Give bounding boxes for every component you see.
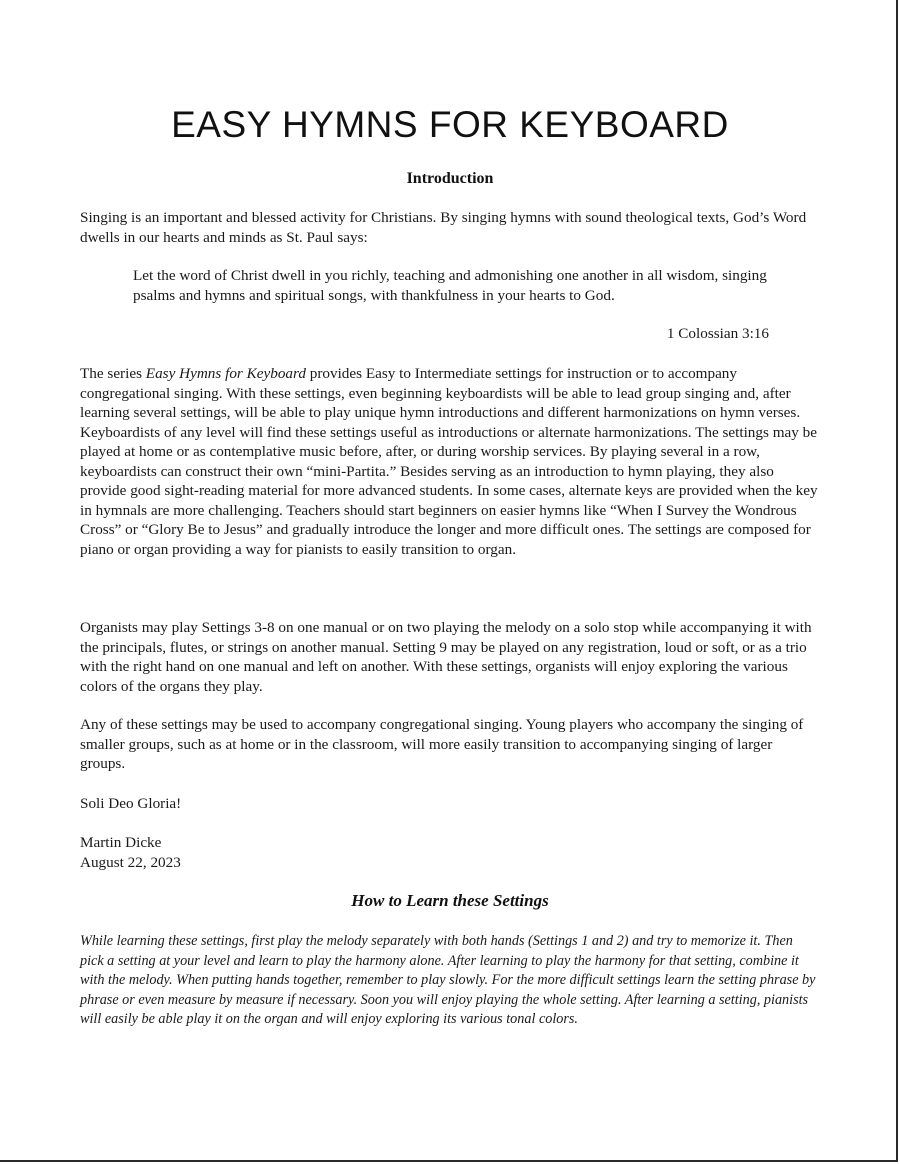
intro-paragraph-1: Singing is an important and blessed activity for Christians. By singing hymns with sound theological texts, God’s Word dwells in our hearts and minds as St. Paul says:	[80, 209, 807, 246]
introduction-heading: Introduction	[406, 170, 494, 187]
scripture-quote: Let the word of Christ dwell in you richly, teaching and admonishing one another in all wisdom, singing psalms and hymns and spiritual songs, with thankfulness in your hearts to God.	[133, 267, 767, 304]
intro-paragraph-4: Any of these settings may be used to accompany congregational singing. Young players who accompany the singing of smaller groups, such as at home or in the classroom, will more easily transition to accompanying singing of larger groups.	[80, 716, 804, 772]
learn-settings-paragraph: While learning these settings, first play the melody separately with both hands (Settings 1 and 2) and try to memorize it. Then pick a setting at your level and learn to play the harmony alone. After learning to play the harmony for that setting, combine it with the melody. When putting hands together, remember to play slowly. For the more difficult settings learn the setting phrase by phrase or even measure by measure if necessary. Soon you will enjoy playing the whole setting. After learning a setting, pianists will easily be able play it on the organ and will enjoy exploring its various tonal colors.	[80, 933, 816, 1028]
learn-settings-heading: How to Learn these Settings	[351, 891, 549, 910]
closing-line: Soli Deo Gloria!	[80, 795, 182, 812]
series-prefix: The series	[80, 365, 146, 382]
signature-block	[80, 833, 820, 872]
signature-date: August 22, 2023	[80, 853, 181, 871]
intro-paragraph-3: Organists may play Settings 3-8 on one manual or on two playing the melody on a solo stop while accompanying it with the principals, flutes, or strings on another manual. Setting 9 may be played on any registration, loud or soft, or as a trio with the right hand on one manual and left on another. With these settings, organists will enjoy exploring the various colors of the organs they play.	[80, 619, 812, 695]
scripture-citation: 1 Colossian 3:16	[666, 325, 769, 342]
document-title: EASY HYMNS FOR KEYBOARD	[171, 104, 729, 145]
series-description: provides Easy to Intermediate settings for instruction or to accompany congregational singing. With these settings, even beginning keyboardists will be able to lead group singing and, after learning several settings, will be able to play unique hymn introductions and different harmonizations on hymn verses. Keyboardists of any level will find these settings useful as introductions or alternate harmonizations. The settings may be played at home or as contemplative music before, after, or during worship services. By playing several in a row, keyboardists can construct their own “mini-Partita.” Besides serving as an introduction to hymn playing, they also provide good sight-reading material for more advanced students. In some cases, alternate keys are provided when the key in hymnals are more challenging. Teachers should start beginners on easier hymns like “When I Survey the Wondrous Cross” or “Glory Be to Jesus” and gradually introduce the longer and more difficult ones. The settings are composed for piano or organ providing a way for pianists to easily transition to organ.	[80, 365, 818, 558]
author-name: Martin Dicke	[80, 834, 162, 851]
series-title: Easy Hymns for Keyboard	[145, 365, 306, 382]
intro-paragraph-2	[80, 364, 820, 559]
